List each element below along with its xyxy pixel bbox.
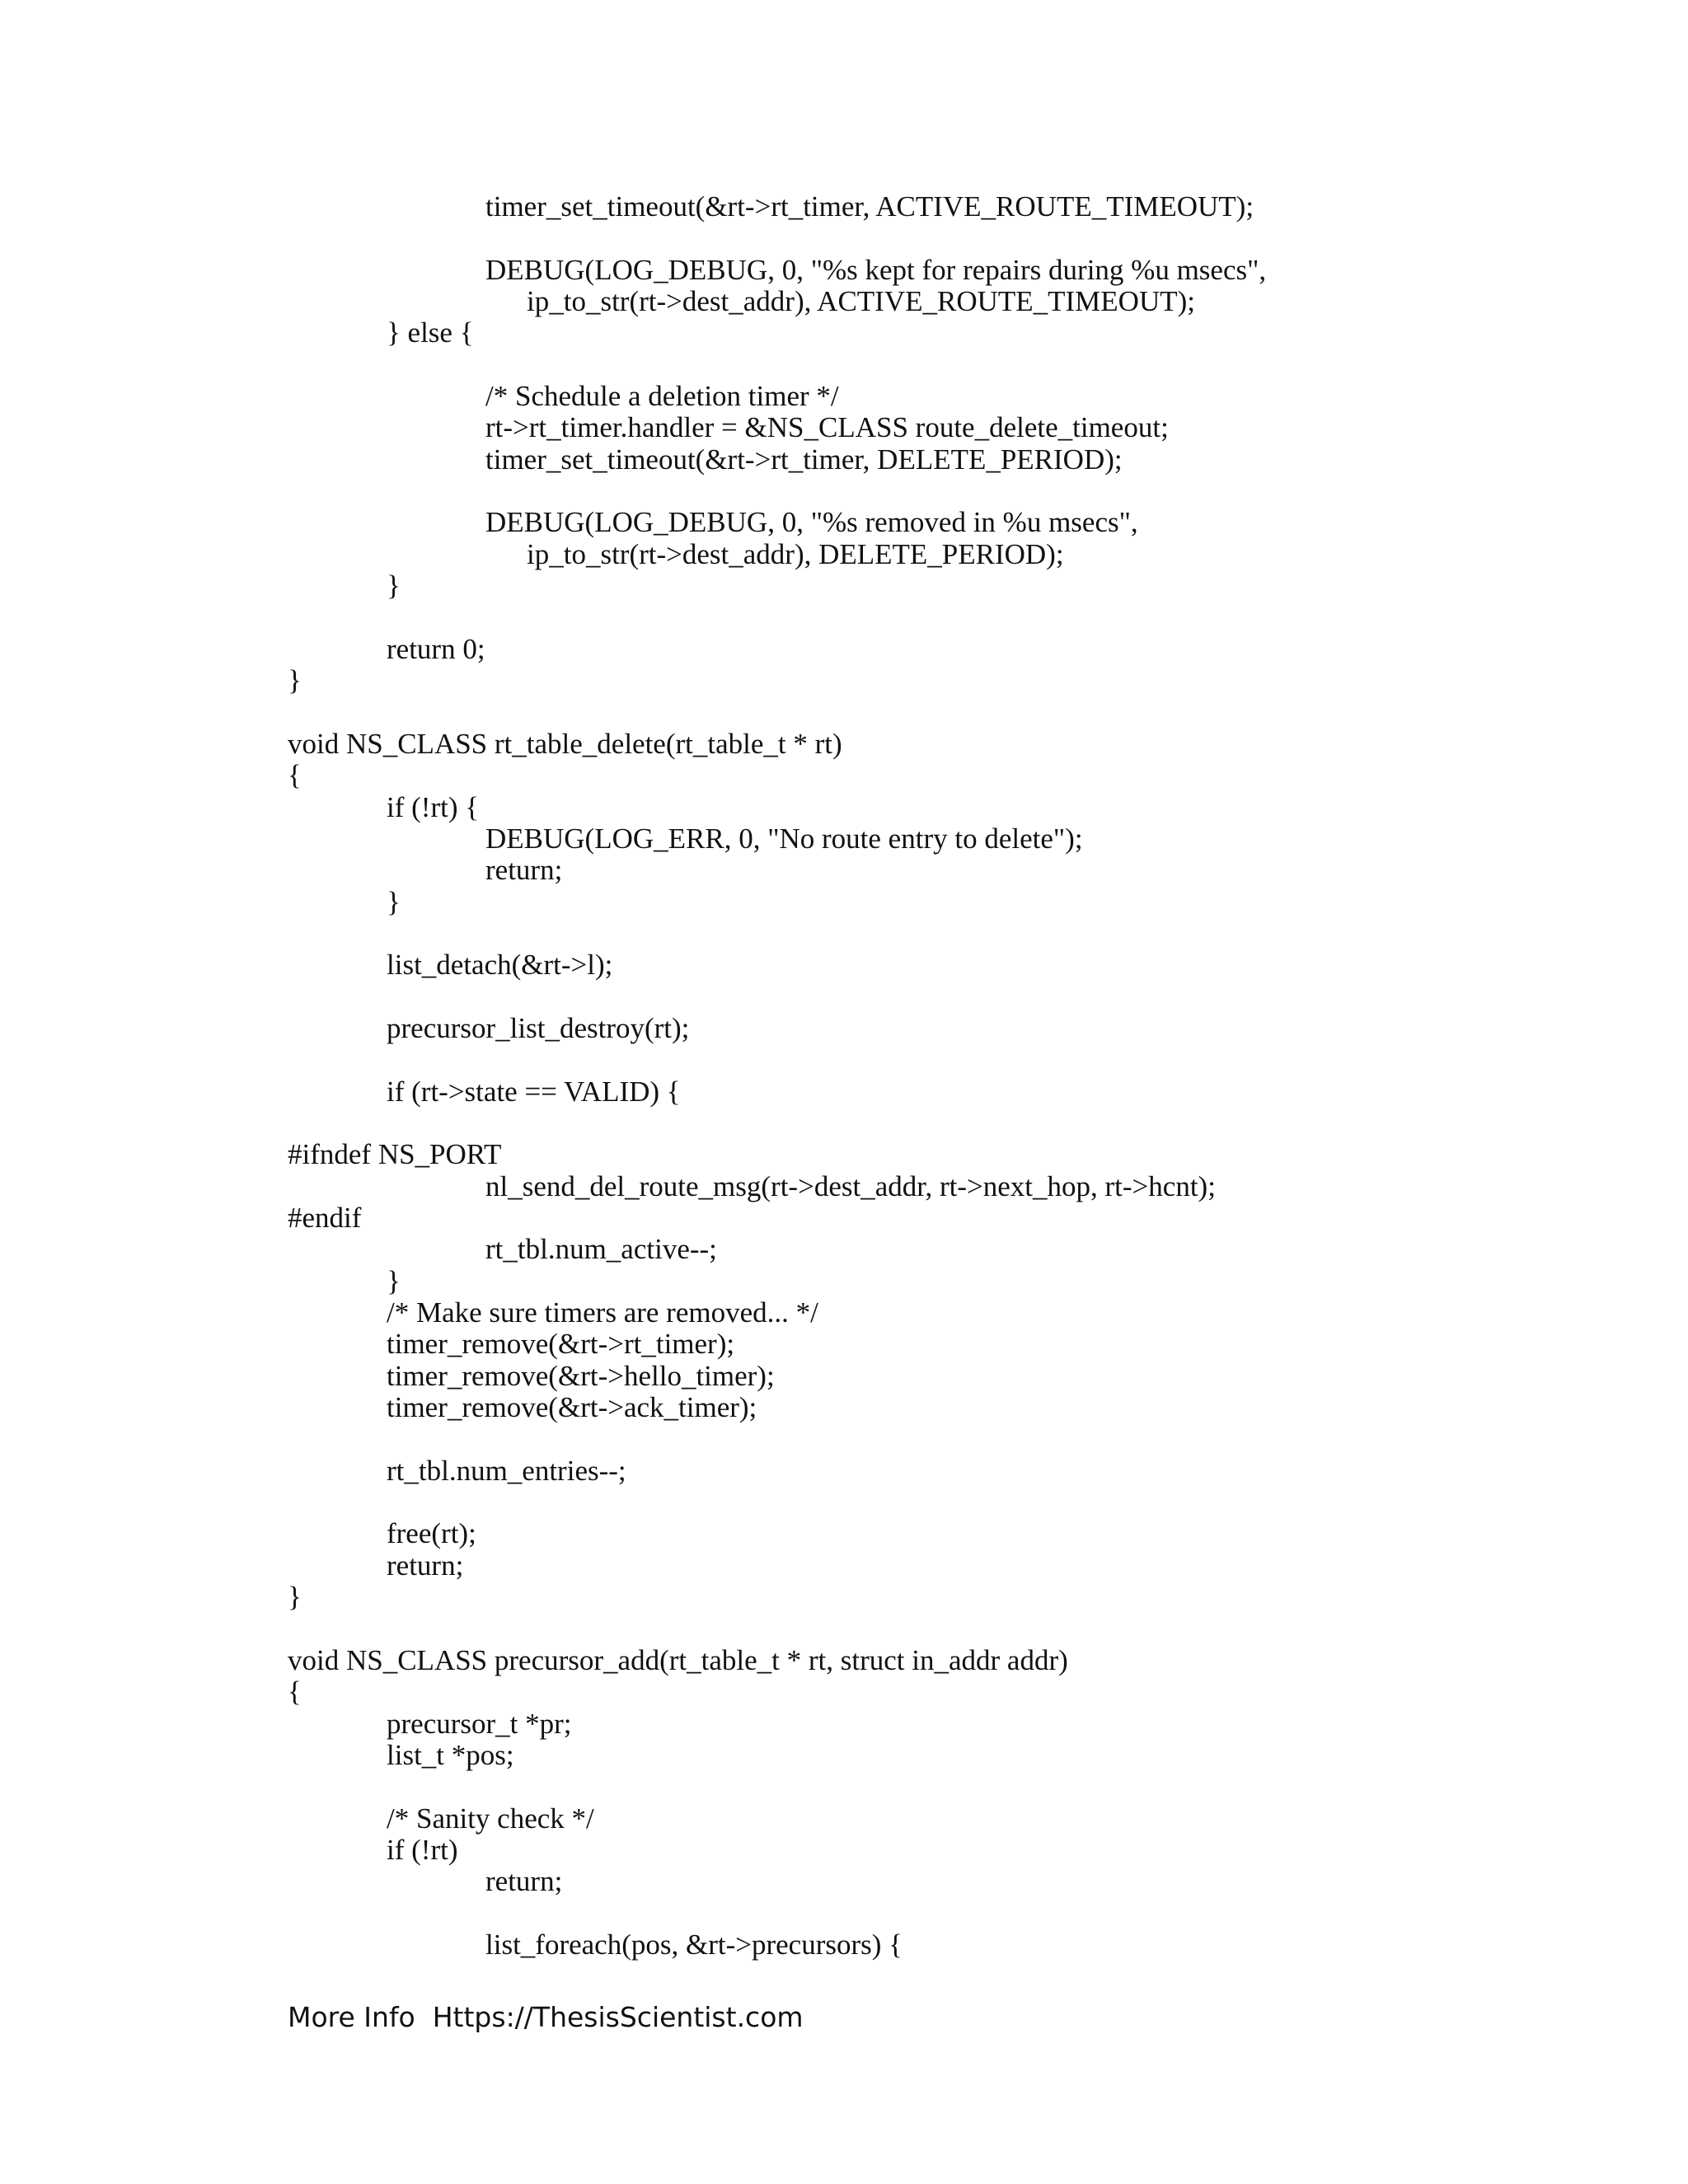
code-line: ip_to_str(rt->dest_addr), ACTIVE_ROUTE_TIMEOUT); [527, 285, 1195, 318]
code-line: if (!rt) [387, 1833, 458, 1866]
code-line: DEBUG(LOG_ERR, 0, "No route entry to delete"); [485, 822, 1083, 855]
code-line: DEBUG(LOG_DEBUG, 0, "%s removed in %u msecs", [485, 506, 1138, 539]
code-line: nl_send_del_route_msg(rt->dest_addr, rt->next_hop, rt->hcnt); [485, 1169, 1216, 1202]
code-listing [288, 191, 1266, 1961]
code-line: /* Schedule a deletion timer */ [485, 380, 839, 413]
code-line: } [288, 1581, 302, 1614]
code-line: list_detach(&rt->l); [387, 949, 613, 982]
code-line: /* Sanity check */ [387, 1802, 594, 1835]
blank-line [288, 223, 1266, 254]
code-line: precursor_t *pr; [387, 1707, 572, 1740]
blank-line [288, 982, 1266, 1013]
code-line: precursor_list_destroy(rt); [387, 1011, 690, 1044]
code-line: } [387, 569, 401, 602]
code-line: return; [387, 1549, 464, 1582]
blank-line [288, 918, 1266, 949]
blank-line [288, 1771, 1266, 1802]
code-line: #endif [288, 1202, 362, 1234]
code-line: DEBUG(LOG_DEBUG, 0, "%s kept for repairs during %u msecs", [485, 253, 1267, 286]
code-line: timer_set_timeout(&rt->rt_timer, ACTIVE_ROUTE_TIMEOUT); [485, 190, 1254, 223]
code-line: { [288, 759, 302, 792]
code-line: } else { [387, 316, 474, 349]
code-line: } [387, 885, 401, 918]
code-line: rt->rt_timer.handler = &NS_CLASS route_delete_timeout; [485, 411, 1169, 444]
code-line: if (!rt) { [387, 790, 480, 823]
blank-line [288, 476, 1266, 507]
code-line: return; [485, 854, 563, 887]
blank-line [288, 1108, 1266, 1139]
footer-more-info: More Info Https://ThesisScientist.com [288, 2001, 804, 2033]
code-line: timer_remove(&rt->hello_timer); [387, 1359, 775, 1392]
code-line: timer_remove(&rt->ack_timer); [387, 1391, 757, 1424]
blank-line [288, 349, 1266, 381]
code-line: /* Make sure timers are removed... */ [387, 1296, 818, 1329]
code-line: timer_remove(&rt->rt_timer); [387, 1328, 735, 1361]
code-line: free(rt); [387, 1517, 476, 1550]
blank-line [288, 1423, 1266, 1455]
blank-line [288, 1613, 1266, 1644]
code-line: list_t *pos; [387, 1738, 514, 1771]
code-line: void NS_CLASS rt_table_delete(rt_table_t * rt) [288, 727, 842, 760]
blank-line [288, 1487, 1266, 1518]
code-line: } [387, 1264, 401, 1297]
blank-line [288, 602, 1266, 633]
code-line: if (rt->state == VALID) { [387, 1075, 681, 1108]
code-line: } [288, 664, 302, 697]
code-line: ip_to_str(rt->dest_addr), DELETE_PERIOD); [527, 537, 1064, 570]
code-line: #ifndef NS_PORT [288, 1138, 502, 1171]
code-line: list_foreach(pos, &rt->precursors) { [485, 1928, 903, 1961]
code-line: rt_tbl.num_active--; [485, 1233, 717, 1266]
code-line: timer_set_timeout(&rt->rt_timer, DELETE_PERIOD); [485, 443, 1123, 476]
code-line: void NS_CLASS precursor_add(rt_table_t * rt, struct in_addr addr) [288, 1643, 1068, 1676]
code-line: return 0; [387, 632, 485, 665]
blank-line [288, 697, 1266, 729]
code-line: return; [485, 1865, 563, 1898]
code-line: { [288, 1675, 302, 1708]
blank-line [288, 1898, 1266, 1929]
code-line: rt_tbl.num_entries--; [387, 1454, 626, 1487]
blank-line [288, 1044, 1266, 1076]
